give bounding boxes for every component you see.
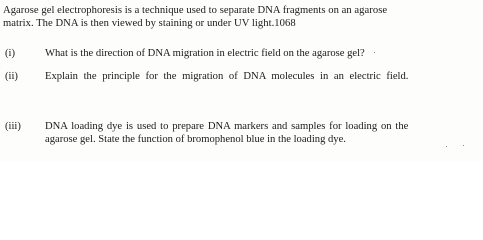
question-line: What is the direction of DNA migration in electric field on the agarose gel? xyxy=(45,48,365,59)
question-line: DNA loading dye is used to prepare DNA markers and samples for loading on the xyxy=(45,121,409,132)
question-text xyxy=(45,120,477,146)
question-text xyxy=(45,47,477,60)
scan-speck xyxy=(463,145,464,146)
intro-paragraph xyxy=(3,4,473,30)
question-number: (iii) xyxy=(5,121,21,132)
question-text xyxy=(45,70,477,83)
question-number: (i) xyxy=(5,48,15,59)
question-line: agarose gel. State the function of bromophenol blue in the loading dye. xyxy=(45,134,346,145)
scan-speck xyxy=(446,146,447,147)
question-line: Explain the principle for the migration of DNA molecules in an electric field. xyxy=(45,71,409,82)
scan-speck xyxy=(374,52,375,53)
intro-line: Agarose gel electrophoresis is a technique used to separate DNA fragments on an agarose xyxy=(3,5,388,16)
intro-line: matrix. The DNA is then viewed by staining or under UV light.1068 xyxy=(3,18,296,29)
question-number: (ii) xyxy=(5,71,18,82)
